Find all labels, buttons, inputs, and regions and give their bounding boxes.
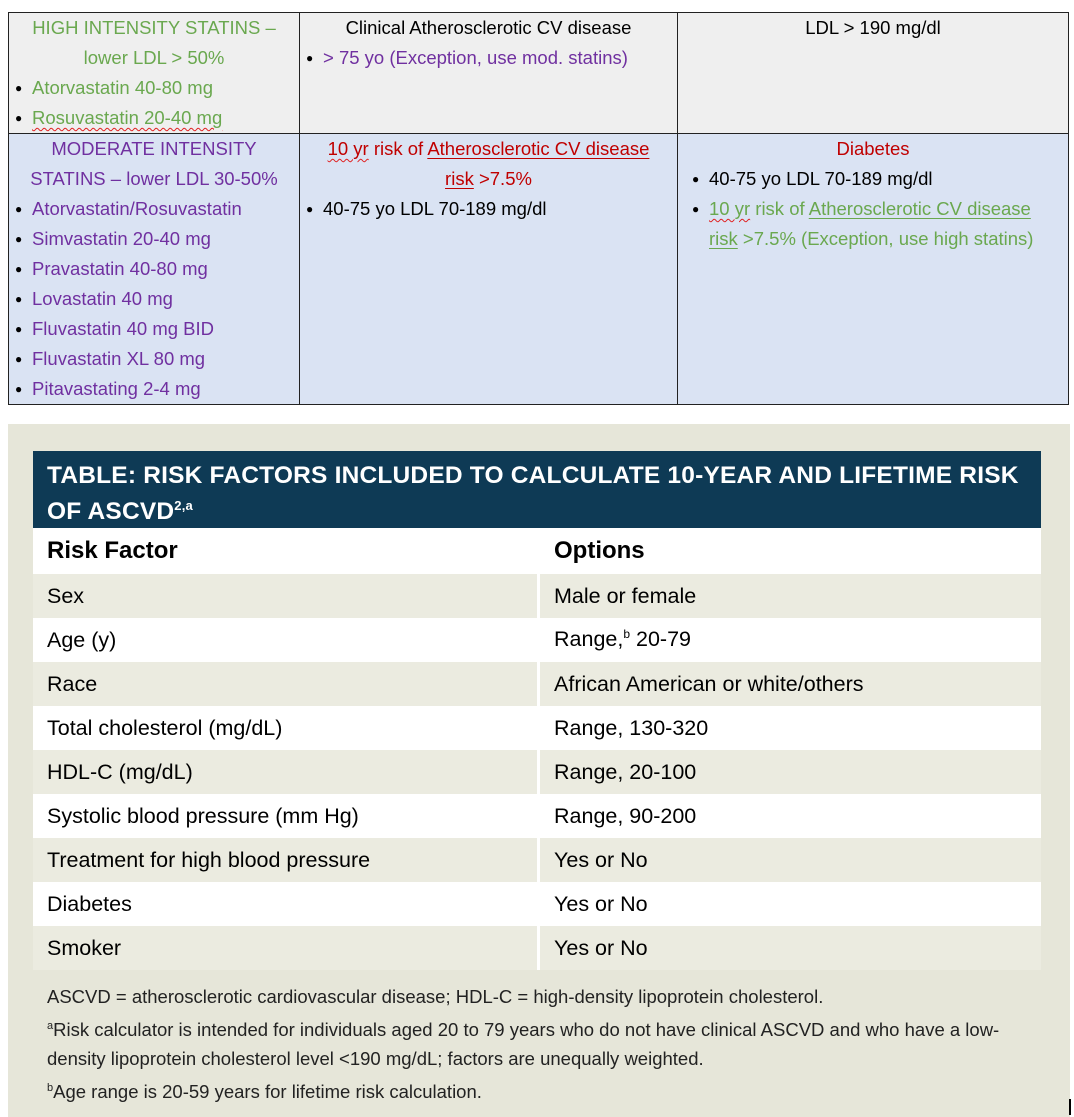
column-header-risk-factor: Risk Factor bbox=[33, 528, 539, 574]
footnote-b: $^b$Age range is 20-59 years for lifetime risk calculation. bbox=[47, 1080, 482, 1102]
clinical-ascvd-list bbox=[306, 43, 671, 73]
list-item: ● Rosuvastatin 20-40 mg bbox=[15, 103, 293, 133]
ten-year-risk-cell bbox=[300, 134, 678, 405]
option-cell: Range, 90-200 bbox=[539, 794, 1042, 838]
statin-table bbox=[8, 12, 1069, 405]
table-row bbox=[33, 794, 1041, 838]
option-cell: Yes or No bbox=[539, 838, 1042, 882]
column-header-options: Options bbox=[539, 528, 1042, 574]
risk-table-title: TABLE: RISK FACTORS INCLUDED TO CALCULATE 10-YEAR AND LIFETIME RISK OF ASCVD$^{2,a}$ bbox=[33, 451, 1041, 528]
list-item: ● Atorvastatin/Rosuvastatin bbox=[15, 194, 293, 224]
table-footnotes bbox=[47, 982, 1027, 1106]
risk-factor-cell: Systolic blood pressure (mm Hg) bbox=[33, 794, 539, 838]
table-header-row bbox=[33, 528, 1041, 574]
option-cell: African American or white/others bbox=[539, 662, 1042, 706]
list-item: ● Fluvastatin XL 80 mg bbox=[15, 344, 293, 374]
risk-factor-cell: HDL-C (mg/dL) bbox=[33, 750, 539, 794]
high-intensity-heading-1: HIGH INTENSITY STATINS – bbox=[32, 17, 276, 38]
diabetes-list bbox=[684, 164, 1062, 254]
risk-factor-cell: Diabetes bbox=[33, 882, 539, 926]
table-row bbox=[33, 574, 1041, 618]
ten-year-risk-heading: 10 yr risk of Atherosclerotic CV disease risk >7.5% bbox=[327, 138, 650, 189]
moderate-intensity-list bbox=[15, 194, 293, 404]
footnote-a: $^a$Risk calculator is intended for individuals aged 20 to 79 years who do not have clinical ASCVD and who have a low-density lipoprotein cholesterol level <190 mg/dL; factors are unequally weighted. bbox=[47, 1018, 1000, 1070]
option-cell: Male or female bbox=[539, 574, 1042, 618]
ldl-190-heading: LDL > 190 mg/dl bbox=[805, 17, 941, 38]
moderate-intensity-cell bbox=[9, 134, 300, 405]
list-item: ● 10 yr risk of Atherosclerotic CV disease risk >7.5% (Exception, use high statins) bbox=[692, 194, 1062, 254]
ten-year-risk-list bbox=[306, 194, 671, 224]
risk-factor-cell: Treatment for high blood pressure bbox=[33, 838, 539, 882]
option-cell: Range, 20-100 bbox=[539, 750, 1042, 794]
list-item: ● Pravastatin 40-80 mg bbox=[15, 254, 293, 284]
table-row bbox=[33, 838, 1041, 882]
table-row bbox=[33, 750, 1041, 794]
risk-factor-cell: Smoker bbox=[33, 926, 539, 970]
list-item: ● Simvastatin 20-40 mg bbox=[15, 224, 293, 254]
list-item: ● Atorvastatin 40-80 mg bbox=[15, 73, 293, 103]
table-row bbox=[33, 706, 1041, 750]
risk-factor-cell: Age (y) bbox=[33, 618, 539, 662]
diabetes-cell bbox=[678, 134, 1069, 405]
risk-factors-table bbox=[33, 528, 1041, 970]
footnote-abbreviations: ASCVD = atherosclerotic cardiovascular disease; HDL-C = high-density lipoprotein cholesterol. bbox=[47, 986, 824, 1007]
table-row bbox=[33, 662, 1041, 706]
risk-factors-panel bbox=[8, 424, 1070, 1117]
diabetes-heading: Diabetes bbox=[836, 138, 910, 159]
text-cursor bbox=[1069, 1099, 1071, 1115]
statin-row-moderate bbox=[9, 134, 1069, 405]
table-row bbox=[33, 882, 1041, 926]
risk-factor-cell: Sex bbox=[33, 574, 539, 618]
clinical-ascvd-cell bbox=[300, 13, 678, 134]
statin-row-high bbox=[9, 13, 1069, 134]
option-cell: Range,$^b$ 20-79 bbox=[539, 618, 1042, 662]
high-intensity-cell bbox=[9, 13, 300, 134]
high-intensity-list bbox=[15, 73, 293, 133]
option-cell: Range, 130-320 bbox=[539, 706, 1042, 750]
moderate-intensity-heading-1: MODERATE INTENSITY bbox=[51, 138, 257, 159]
risk-factor-cell: Race bbox=[33, 662, 539, 706]
ldl-190-cell bbox=[678, 13, 1069, 134]
list-item: ● > 75 yo (Exception, use mod. statins) bbox=[306, 43, 671, 73]
clinical-ascvd-heading: Clinical Atherosclerotic CV disease bbox=[345, 17, 632, 38]
list-item: ● 40-75 yo LDL 70-189 mg/dl bbox=[306, 194, 671, 224]
list-item: ● Pitavastating 2-4 mg bbox=[15, 374, 293, 404]
list-item: ● Fluvastatin 40 mg BID bbox=[15, 314, 293, 344]
table-row bbox=[33, 618, 1041, 662]
table-row bbox=[33, 926, 1041, 970]
option-cell: Yes or No bbox=[539, 882, 1042, 926]
option-cell: Yes or No bbox=[539, 926, 1042, 970]
list-item: ● Lovastatin 40 mg bbox=[15, 284, 293, 314]
list-item: ● 40-75 yo LDL 70-189 mg/dl bbox=[692, 164, 1062, 194]
moderate-intensity-heading-2: STATINS – lower LDL 30-50% bbox=[30, 168, 278, 189]
risk-factor-cell: Total cholesterol (mg/dL) bbox=[33, 706, 539, 750]
high-intensity-heading-2: lower LDL > 50% bbox=[83, 47, 225, 68]
